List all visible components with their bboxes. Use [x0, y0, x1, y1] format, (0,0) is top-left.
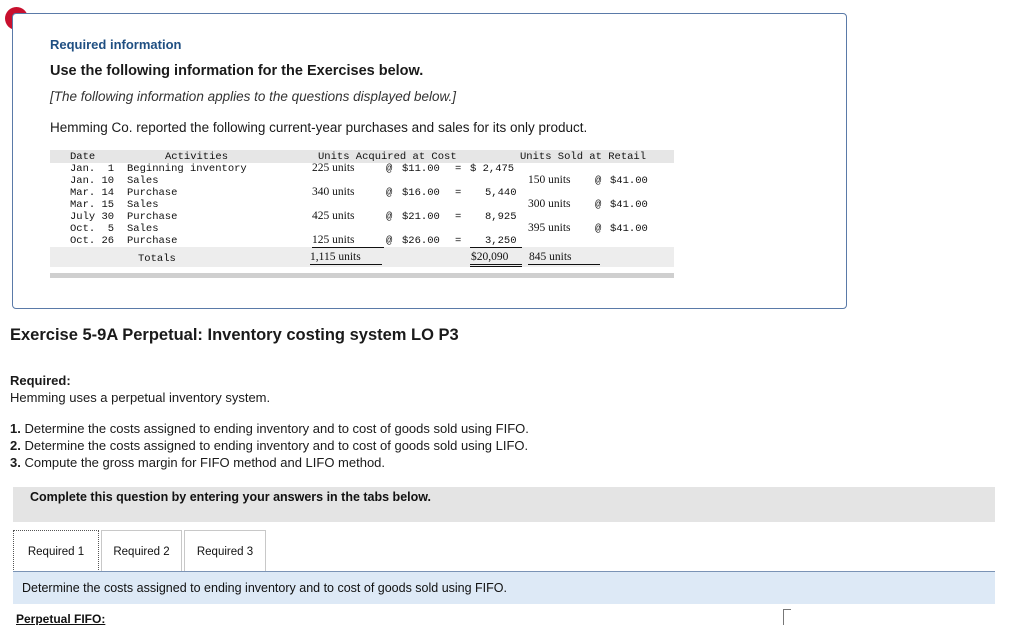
acquired-total: 3,250	[485, 235, 517, 247]
acquired-units: 425 units	[312, 210, 355, 222]
acquired-cost: $21.00	[402, 211, 440, 223]
row-activity: Purchase	[127, 187, 178, 199]
instruction-text: Determine the costs assigned to ending inventory and to cost of goods sold using FIFO.	[22, 581, 507, 595]
question-number: 1.	[10, 421, 21, 436]
required-information-panel	[12, 13, 847, 309]
acquired-eq: =	[455, 163, 462, 175]
sold-at: @	[595, 199, 602, 211]
acquired-eq: =	[455, 187, 462, 199]
units-underline	[312, 247, 384, 248]
tab-required-1[interactable]: Required 1	[13, 530, 99, 572]
acquired-units: 225 units	[312, 162, 355, 174]
acquired-at: @	[386, 235, 393, 247]
acquired-cost: $16.00	[402, 187, 440, 199]
row-date: Jan. 10	[70, 175, 115, 187]
required-information-heading: Required information	[50, 37, 182, 52]
header-units-sold: Units Sold at Retail	[520, 151, 647, 163]
totals-units-underline	[310, 264, 382, 265]
sold-at: @	[595, 175, 602, 187]
question-text: Determine the costs assigned to ending inventory and to cost of goods sold using FIFO.	[24, 421, 529, 436]
complete-question-bar	[13, 487, 995, 522]
acquired-eq: =	[455, 211, 462, 223]
instruction-bar	[13, 572, 995, 604]
acquired-at: @	[386, 211, 393, 223]
totals-cost: $20,090	[471, 251, 509, 263]
question-text: Determine the costs assigned to ending inventory and to cost of goods sold using LIFO.	[24, 438, 529, 453]
totals-sold-underline	[528, 264, 600, 265]
row-date: July 30	[70, 211, 115, 223]
perpetual-fifo-label: Perpetual FIFO:	[16, 612, 106, 625]
sold-units: 150 units	[528, 174, 571, 186]
required-label: Required:	[10, 373, 71, 388]
header-date: Date	[70, 151, 96, 163]
question-number: 3.	[10, 455, 21, 470]
question-list	[10, 420, 529, 471]
system-note: Hemming uses a perpetual inventory system.	[10, 390, 271, 405]
acquired-units: 340 units	[312, 186, 355, 198]
acquired-at: @	[386, 163, 393, 175]
tab-required-3[interactable]: Required 3	[184, 530, 266, 572]
sold-price: $41.00	[610, 199, 648, 211]
acquired-cost: $26.00	[402, 235, 440, 247]
row-activity: Purchase	[127, 211, 178, 223]
question-text: Compute the gross margin for FIFO method and LIFO method.	[24, 455, 386, 470]
sold-price: $41.00	[610, 223, 648, 235]
tab-required-2[interactable]: Required 2	[101, 530, 182, 572]
totals-cost-double-underline	[470, 264, 522, 267]
applies-note: [The following information applies to the questions displayed below.]	[50, 89, 456, 104]
acquired-units: 125 units	[312, 234, 355, 246]
acquired-total: 5,440	[485, 187, 517, 199]
exercise-title: Exercise 5-9A Perpetual: Inventory costing system LO P3	[10, 326, 459, 344]
row-activity: Purchase	[127, 235, 178, 247]
row-date: Mar. 14	[70, 187, 115, 199]
row-date: Oct. 5	[70, 223, 115, 235]
row-date: Oct. 26	[70, 235, 115, 247]
question-item	[10, 454, 529, 471]
table-corner-mark	[783, 609, 791, 625]
row-activity: Sales	[127, 199, 159, 211]
complete-question-text: Complete this question by entering your answers in the tabs below.	[30, 490, 431, 504]
acquired-cost: $11.00	[402, 163, 440, 175]
header-units-acquired: Units Acquired at Cost	[318, 151, 457, 163]
table-bottom-rule	[50, 273, 674, 278]
row-date: Jan. 1	[70, 163, 115, 175]
acquired-eq: =	[455, 235, 462, 247]
question-item	[10, 420, 529, 437]
acquired-total: $ 2,475	[470, 163, 515, 175]
totals-label: Totals	[138, 253, 176, 265]
row-activity: Beginning inventory	[127, 163, 247, 175]
intro-text: Hemming Co. reported the following current-year purchases and sales for its only product.	[50, 120, 588, 135]
acquired-total: 8,925	[485, 211, 517, 223]
sold-at: @	[595, 223, 602, 235]
cost-underline	[470, 247, 522, 248]
row-date: Mar. 15	[70, 199, 115, 211]
totals-units: 1,115 units	[310, 251, 361, 263]
question-item	[10, 437, 529, 454]
use-following-heading: Use the following information for the Exercises below.	[50, 63, 424, 79]
row-activity: Sales	[127, 223, 159, 235]
totals-sold-units: 845 units	[529, 251, 572, 263]
row-activity: Sales	[127, 175, 159, 187]
header-activities: Activities	[165, 151, 229, 163]
acquired-at: @	[386, 187, 393, 199]
sold-price: $41.00	[610, 175, 648, 187]
question-number: 2.	[10, 438, 21, 453]
sold-units: 395 units	[528, 222, 571, 234]
sold-units: 300 units	[528, 198, 571, 210]
inventory-table	[50, 150, 674, 270]
